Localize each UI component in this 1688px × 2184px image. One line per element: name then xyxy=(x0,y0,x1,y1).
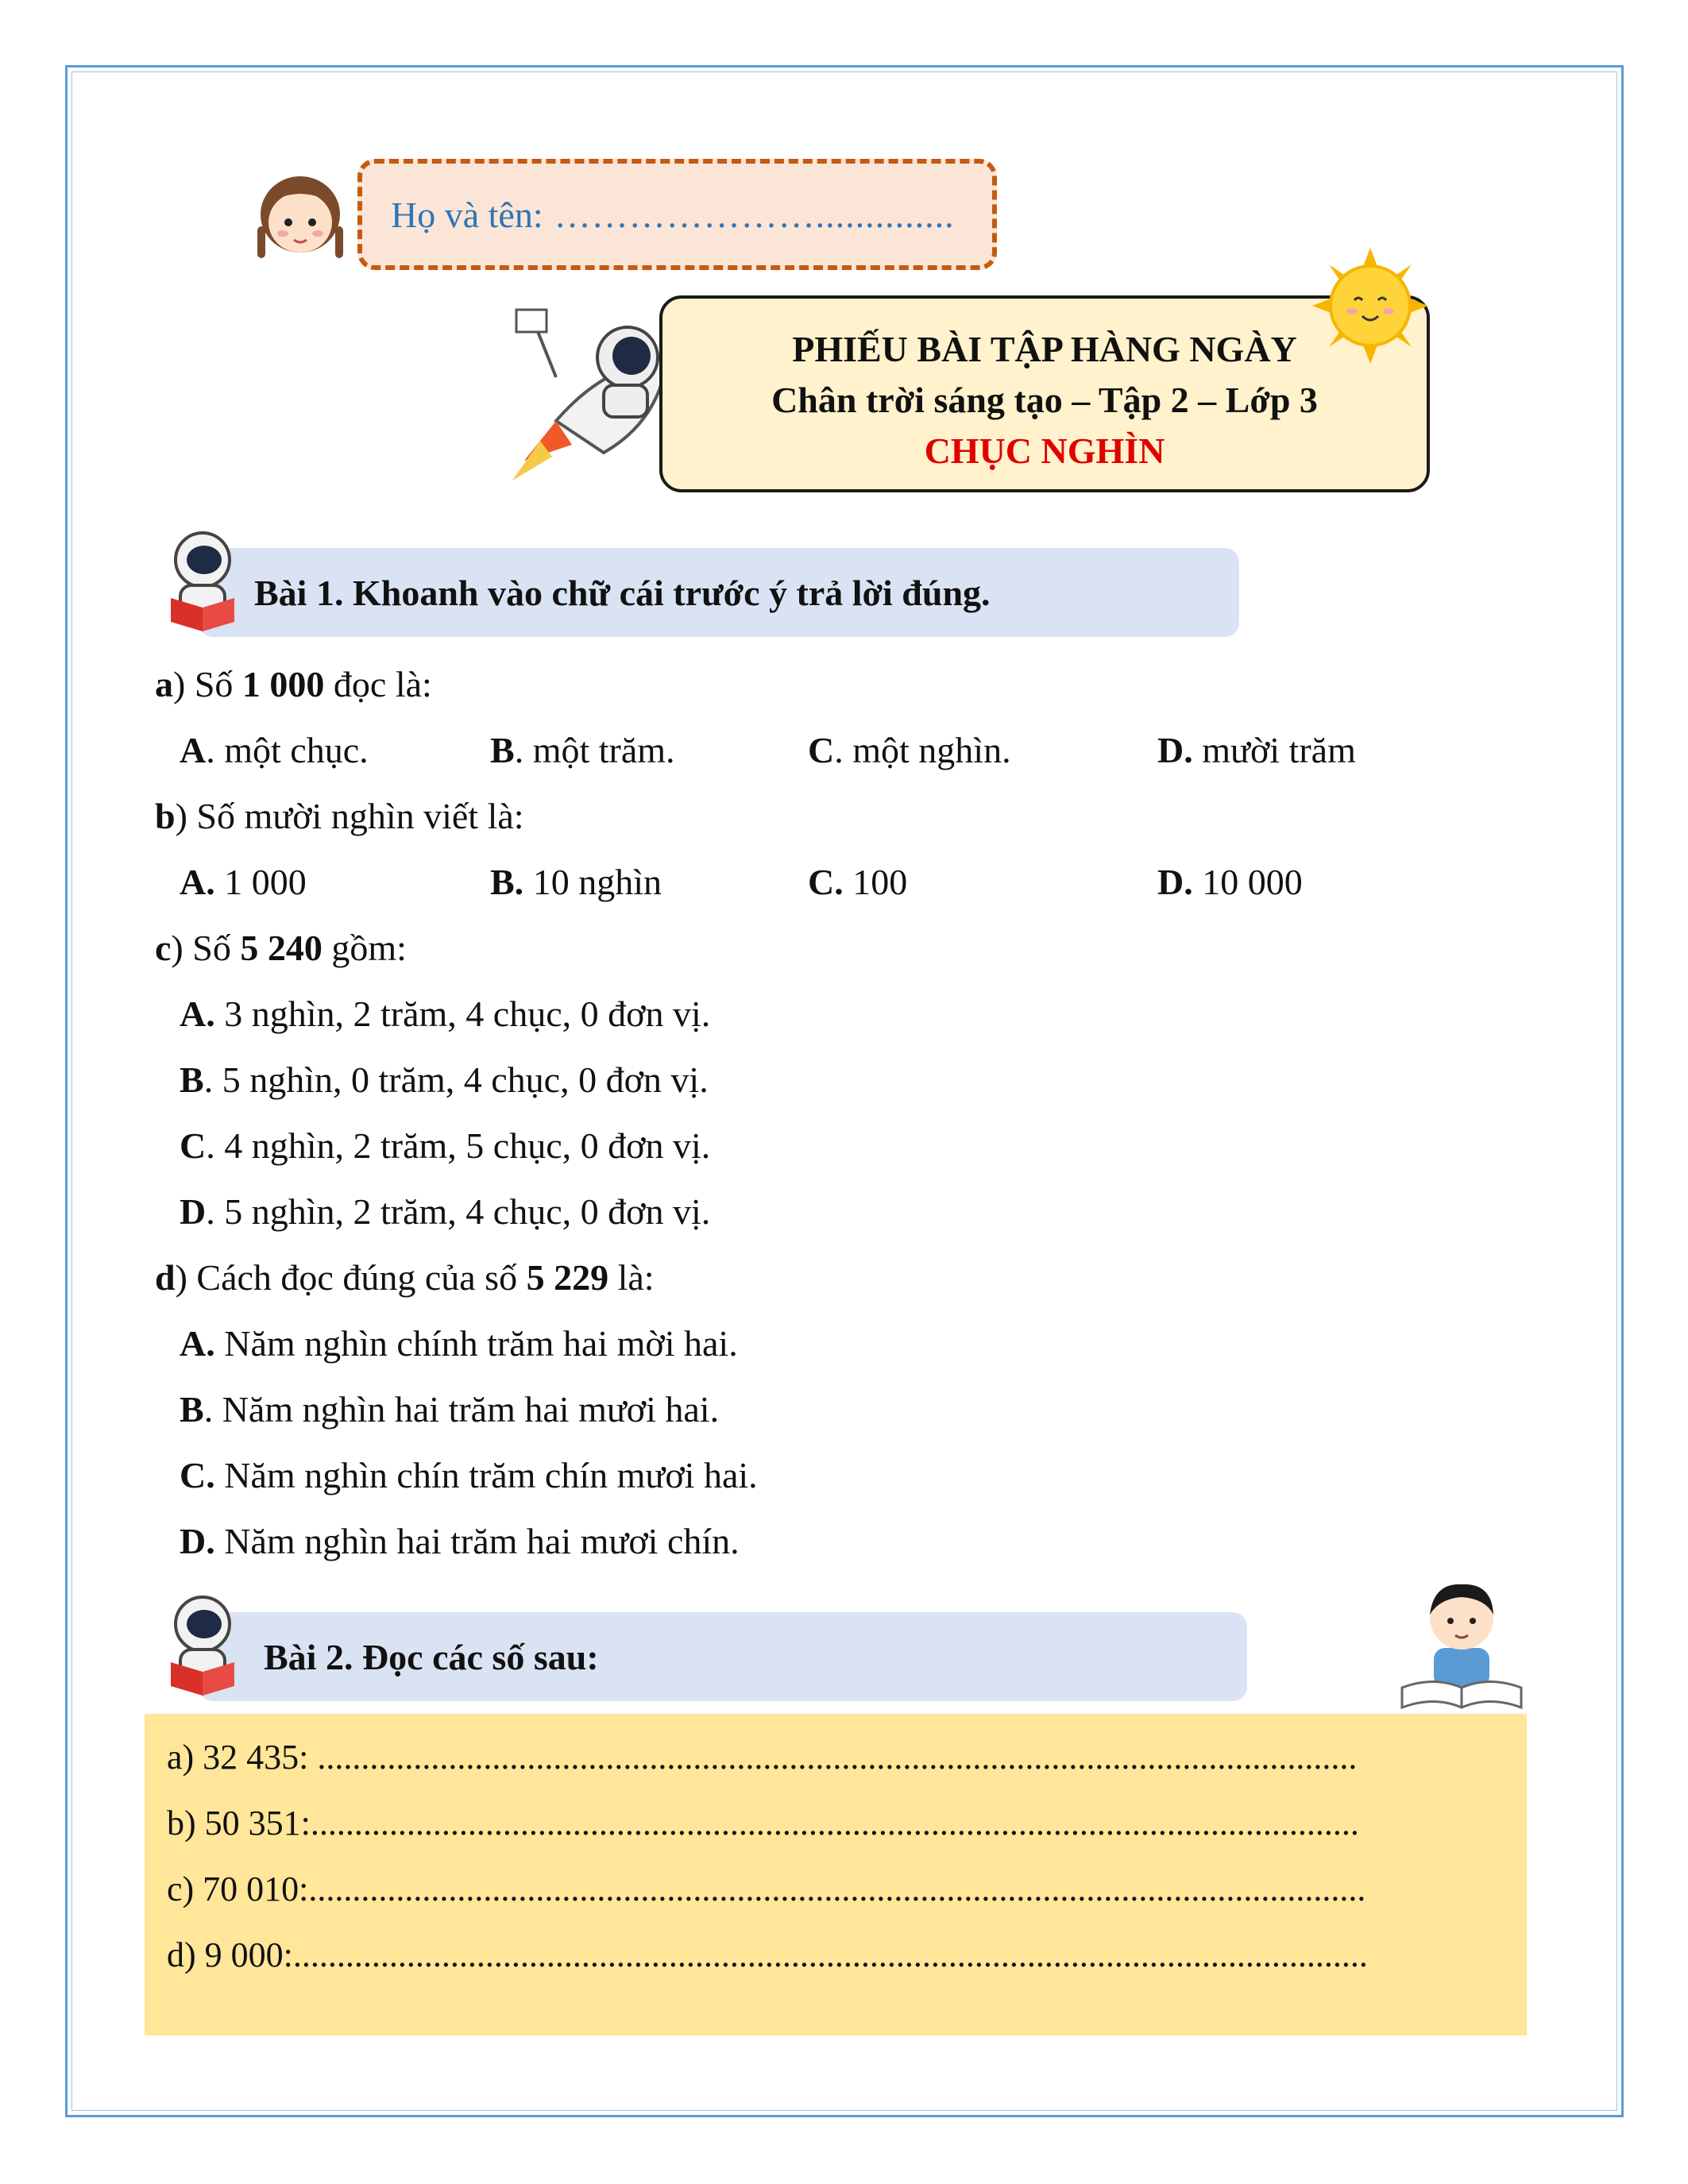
exercise-2-header xyxy=(199,1612,1247,1701)
option-d-C[interactable]: C. Năm nghìn chín trăm chín mươi hai. xyxy=(180,1455,758,1495)
exercise-1-title: Bài 1. Khoanh vào chữ cái trước ý trả lời đúng. xyxy=(254,572,991,613)
question-d: d) Cách đọc đúng của số 5 229 là: xyxy=(155,1257,655,1298)
option-a-B[interactable]: B. một trăm. xyxy=(490,730,675,770)
option-d-A[interactable]: A. Năm nghìn chính trăm hai mời hai. xyxy=(180,1323,738,1364)
option-a-C[interactable]: C. một nghìn. xyxy=(808,730,1011,770)
option-b-B[interactable]: B. 10 nghìn xyxy=(490,862,662,902)
worksheet-topic: CHỤC NGHÌN xyxy=(924,430,1165,471)
astronaut-reading-icon xyxy=(163,1592,242,1704)
worksheet-title: PHIẾU BÀI TẬP HÀNG NGÀY xyxy=(792,329,1297,369)
sun-icon xyxy=(1311,246,1430,365)
boy-reading-icon xyxy=(1398,1569,1525,1711)
question-a: a) Số 1 000 đọc là: xyxy=(155,664,432,704)
option-b-D[interactable]: D. 10 000 xyxy=(1157,862,1303,902)
astronaut-rocket-icon xyxy=(508,302,683,484)
option-a-A[interactable]: A. một chục. xyxy=(180,730,369,770)
answer-line-a[interactable]: a) 32 435: ....................................................................................................................... xyxy=(167,1738,1358,1777)
question-c: c) Số 5 240 gồm: xyxy=(155,928,407,968)
name-blank: ………………….............. xyxy=(554,194,955,235)
option-c-B[interactable]: B. 5 nghìn, 0 trăm, 4 chục, 0 đơn vị. xyxy=(180,1059,709,1100)
exercise-1-header xyxy=(199,548,1239,637)
option-d-D[interactable]: D. Năm nghìn hai trăm hai mươi chín. xyxy=(180,1521,740,1561)
astronaut-reading-icon xyxy=(163,528,242,639)
option-c-C[interactable]: C. 4 nghìn, 2 trăm, 5 chục, 0 đơn vị. xyxy=(180,1125,711,1166)
answer-line-c[interactable]: c) 70 010:......................................................................................................................... xyxy=(167,1870,1366,1908)
option-a-D[interactable]: D. mười trăm xyxy=(1157,730,1356,770)
answer-line-d[interactable]: d) 9 000:........................................................................................................................... xyxy=(167,1935,1368,1974)
name-label: Họ và tên: xyxy=(391,194,543,235)
answer-line-b[interactable]: b) 50 351:........................................................................................................................ xyxy=(167,1804,1359,1843)
exercise-2-title: Bài 2. Đọc các số sau: xyxy=(264,1636,599,1677)
option-c-D[interactable]: D. 5 nghìn, 2 trăm, 4 chục, 0 đơn vị. xyxy=(180,1191,711,1232)
option-b-A[interactable]: A. 1 000 xyxy=(180,862,307,902)
girl-avatar-icon xyxy=(253,167,348,270)
option-c-A[interactable]: A. 3 nghìn, 2 trăm, 4 chục, 0 đơn vị. xyxy=(180,994,711,1034)
option-b-C[interactable]: C. 100 xyxy=(808,862,908,902)
question-b: b) Số mười nghìn viết là: xyxy=(155,796,524,836)
option-d-B[interactable]: B. Năm nghìn hai trăm hai mươi hai. xyxy=(180,1389,720,1430)
worksheet-subtitle: Chân trời sáng tạo – Tập 2 – Lớp 3 xyxy=(771,380,1318,420)
student-name-field[interactable] xyxy=(357,159,997,270)
